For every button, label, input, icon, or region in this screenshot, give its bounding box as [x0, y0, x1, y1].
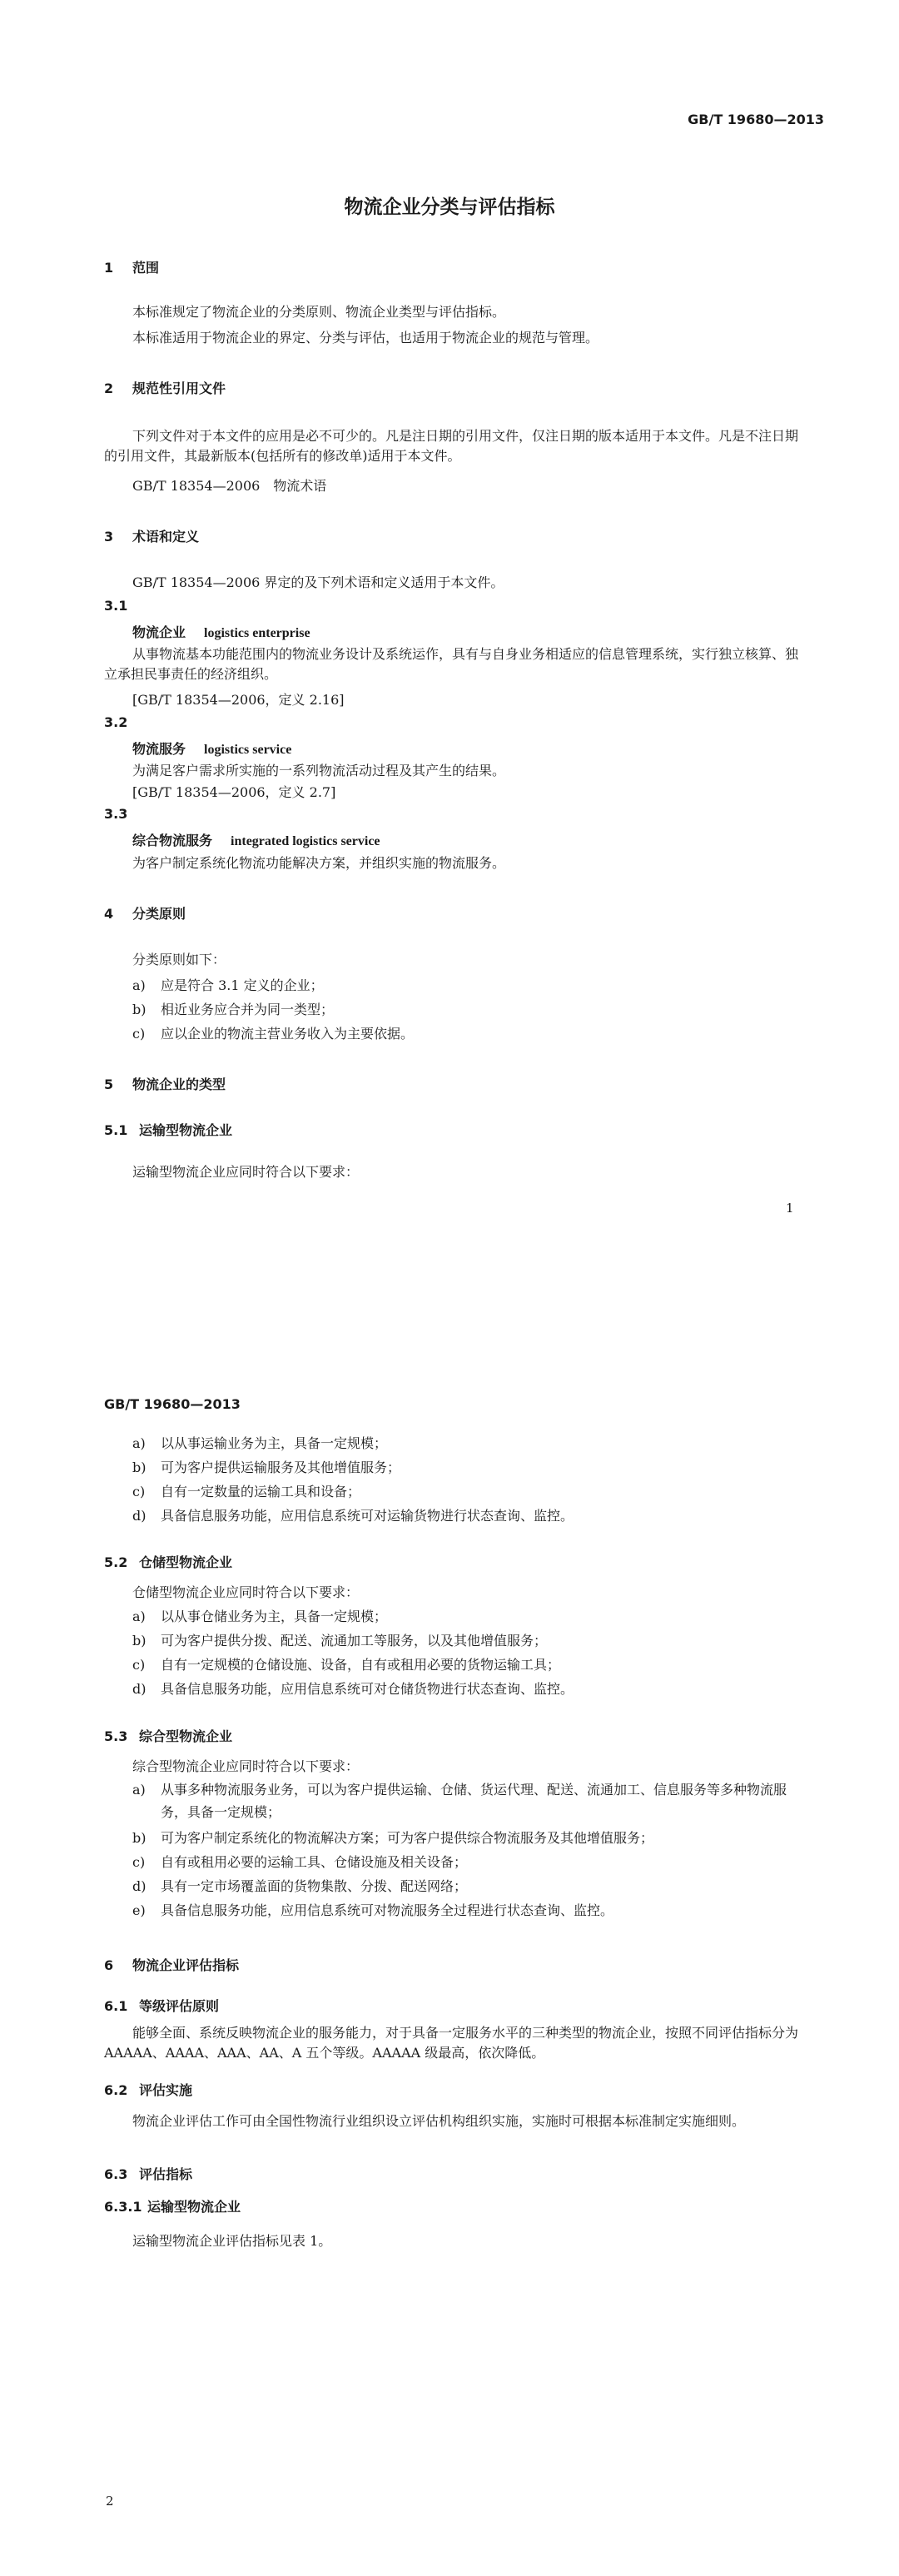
list-item: [132, 1456, 400, 1479]
paragraph: 综合型物流企业应同时符合以下要求：: [132, 1758, 360, 1774]
section-4-heading: [104, 903, 186, 922]
paragraph: 下列文件对于本文件的应用是必不可少的。凡是注日期的引用文件，仅注日期的版本适用于本文件。凡是不注日期的引用文件，其最新版本(包括所有的修改单)适用于本文件。: [104, 428, 799, 464]
section-number: 5.1: [104, 1122, 128, 1138]
list-item: [132, 1605, 387, 1628]
list-label: a): [132, 1435, 146, 1451]
term-definition: 为客户制定系统化物流功能解决方案，并组织实施的物流服务。: [132, 855, 506, 871]
list-item: [132, 1875, 467, 1897]
term-en: logistics enterprise: [204, 626, 310, 640]
section-title: 规范性引用文件: [132, 380, 226, 396]
list-text: 以从事仓储业务为主，具备一定规模；: [161, 1609, 388, 1624]
list-label: d): [132, 1878, 147, 1894]
list-text: 应以企业的物流主营业务收入为主要依据。: [161, 1026, 415, 1042]
paragraph: GB/T 18354—2006 界定的及下列术语和定义适用于本文件。: [132, 574, 504, 590]
normative-reference: GB/T 18354—2006 物流术语: [132, 478, 327, 494]
section-number: 6.2: [104, 2082, 128, 2098]
list-text: 从事多种物流服务业务，可以为客户提供运输、仓储、货运代理、配送、流通加工、信息服务等多种物流服务，具备一定规模；: [161, 1782, 787, 1820]
list-item: [132, 1022, 414, 1045]
section-3-heading: [104, 526, 199, 545]
term-en: logistics service: [204, 743, 292, 757]
standard-number: GB/T 19680—2013: [688, 112, 824, 127]
list-item: [132, 1629, 547, 1652]
list-label: c): [132, 1854, 146, 1870]
section-title: 范围: [132, 260, 160, 276]
paragraph: 运输型物流企业评估指标见表 1。: [132, 2233, 332, 2249]
list-label: b): [132, 1460, 147, 1475]
list-text: 可为客户制定系统化的物流解决方案；可为客户提供综合物流服务及其他增值服务；: [161, 1830, 654, 1846]
section-number: 2: [104, 380, 114, 396]
section-title: 等级评估原则: [139, 1998, 220, 2014]
page-number: 2: [106, 2494, 114, 2509]
section-5-3-heading: [104, 1726, 232, 1745]
section-title: 运输型物流企业: [147, 2199, 241, 2215]
list-item: [132, 1778, 811, 1823]
term-number: 3.1: [104, 598, 128, 614]
list-text: 具备信息服务功能，应用信息系统可对运输货物进行状态查询、监控。: [161, 1508, 574, 1524]
section-number: 5.2: [104, 1554, 128, 1570]
section-number: 6.3: [104, 2166, 128, 2182]
list-label: d): [132, 1681, 147, 1697]
term-definition: 为满足客户需求所实施的一系列物流活动过程及其产生的结果。: [132, 763, 506, 778]
paragraph: 能够全面、系统反映物流企业的服务能力，对于具备一定服务水平的三种类型的物流企业，按照不同评估指标分为 AAAAA、AAAA、AAA、AA、A 五个等级。AAAAA 级最高，依次降低。: [104, 2025, 799, 2061]
term-source: [GB/T 18354—2006，定义 2.7]: [132, 784, 336, 800]
list-label: a): [132, 977, 146, 993]
list-label: a): [132, 1609, 146, 1624]
list-item: [132, 1851, 467, 1873]
list-text: 具有一定市场覆盖面的货物集散、分拨、配送网络；: [161, 1878, 468, 1894]
term-zh: 综合物流服务: [132, 833, 213, 848]
list-label: e): [132, 1902, 146, 1918]
term-heading: [132, 622, 310, 641]
term-source: [GB/T 18354—2006，定义 2.16]: [132, 692, 345, 708]
section-number: 1: [104, 260, 114, 276]
term-number: 3.2: [104, 714, 128, 730]
list-text: 具备信息服务功能，应用信息系统可对仓储货物进行状态查询、监控。: [161, 1681, 574, 1697]
list-text: 自有一定规模的仓储设施、设备，自有或租用必要的货物运输工具；: [161, 1657, 561, 1673]
page-number: 1: [786, 1201, 794, 1216]
paragraph: 仓储型物流企业应同时符合以下要求：: [132, 1584, 360, 1600]
term-definition: 从事物流基本功能范围内的物流业务设计及系统运作，具有与自身业务相适应的信息管理系统，实行独立核算、独立承担民事责任的经济组织。: [104, 646, 799, 682]
list-text: 自有一定数量的运输工具和设备；: [161, 1484, 361, 1499]
list-item: [132, 998, 334, 1021]
list-text: 以从事运输业务为主，具备一定规模；: [161, 1435, 388, 1451]
list-text: 相近业务应合并为同一类型；: [161, 1002, 335, 1017]
list-text: 自有或租用必要的运输工具、仓储设施及相关设备；: [161, 1854, 468, 1870]
paragraph: 物流企业评估工作可由全国性物流行业组织设立评估机构组织实施，实施时可根据本标准制定实施细则。: [132, 2113, 746, 2129]
paragraph: 本标准适用于物流企业的界定、分类与评估，也适用于物流企业的规范与管理。: [132, 330, 599, 346]
section-number: 6: [104, 1957, 114, 1973]
list-label: b): [132, 1830, 147, 1846]
section-number: 6.1: [104, 1998, 128, 2014]
list-text: 应是符合 3.1 定义的企业；: [161, 977, 324, 993]
section-6-3-1-heading: [104, 2196, 241, 2215]
section-title: 评估指标: [139, 2166, 193, 2182]
section-title: 评估实施: [139, 2082, 193, 2098]
section-title: 分类原则: [132, 906, 186, 922]
list-label: c): [132, 1484, 146, 1499]
list-text: 可为客户提供分拨、配送、流通加工等服务，以及其他增值服务；: [161, 1633, 548, 1649]
section-title: 术语和定义: [132, 529, 200, 545]
section-title: 物流企业的类型: [132, 1077, 226, 1092]
list-label: c): [132, 1026, 146, 1042]
list-item: [132, 1504, 574, 1527]
list-label: a): [132, 1782, 146, 1798]
term-heading: [132, 830, 380, 849]
list-item: [132, 1678, 574, 1700]
section-1-heading: [104, 257, 159, 276]
term-en: integrated logistics service: [231, 834, 380, 848]
paragraph: 分类原则如下：: [132, 952, 226, 967]
section-title: 物流企业评估指标: [132, 1957, 240, 1973]
list-label: c): [132, 1657, 146, 1673]
list-item: [132, 1432, 387, 1455]
section-5-2-heading: [104, 1552, 232, 1571]
list-label: b): [132, 1002, 147, 1017]
section-number: 5.3: [104, 1728, 128, 1744]
paragraph: 本标准规定了物流企业的分类原则、物流企业类型与评估指标。: [132, 304, 506, 320]
section-6-heading: [104, 1955, 239, 1974]
section-6-1-heading: [104, 1996, 219, 2015]
list-item: [132, 1899, 613, 1922]
section-6-3-heading: [104, 2164, 192, 2183]
term-zh: 物流服务: [132, 741, 186, 757]
paragraph: 运输型物流企业应同时符合以下要求：: [132, 1164, 360, 1180]
list-item: [132, 1827, 653, 1849]
section-2-heading: [104, 378, 226, 397]
section-title: 仓储型物流企业: [139, 1554, 233, 1570]
section-title: 运输型物流企业: [139, 1122, 233, 1138]
section-number: 4: [104, 906, 114, 922]
term-zh: 物流企业: [132, 624, 186, 640]
list-text: 具备信息服务功能，应用信息系统可对物流服务全过程进行状态查询、监控。: [161, 1902, 614, 1918]
list-item: [132, 974, 324, 997]
section-6-2-heading: [104, 2080, 192, 2099]
page-2: [0, 1288, 899, 2576]
document-title: 物流企业分类与评估指标: [344, 196, 555, 218]
section-5-1-heading: [104, 1120, 232, 1139]
list-item: [132, 1480, 360, 1503]
list-item: [132, 1654, 560, 1676]
section-number: 3: [104, 529, 114, 545]
list-label: b): [132, 1633, 147, 1649]
section-number: 6.3.1: [104, 2199, 142, 2215]
standard-number: GB/T 19680—2013: [104, 1396, 241, 1412]
section-number: 5: [104, 1077, 114, 1092]
list-text: 可为客户提供运输服务及其他增值服务；: [161, 1460, 401, 1475]
section-title: 综合型物流企业: [139, 1728, 233, 1744]
list-label: d): [132, 1508, 147, 1524]
term-number: 3.3: [104, 806, 128, 822]
term-heading: [132, 738, 291, 758]
section-5-heading: [104, 1074, 226, 1093]
